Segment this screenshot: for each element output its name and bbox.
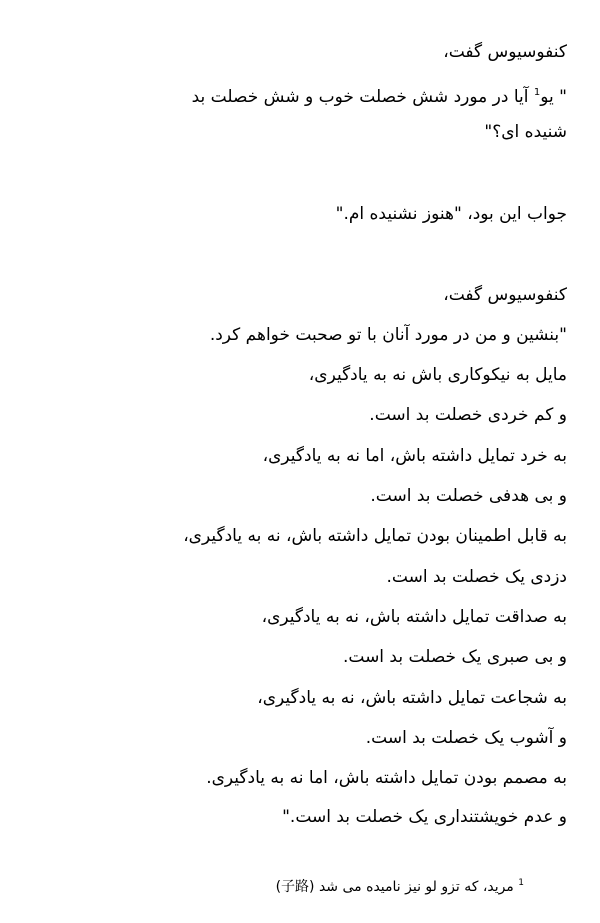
text-line: و آشوب یک خصلت بد است. [365,728,567,748]
text-line: به خرد تمایل داشته باش، اما نه به یادگیری، [262,446,567,466]
footnote-marker: 1 [518,878,524,888]
text-line: به قابل اطمینان بودن تمایل داشته باش، نه به یادگیری، [183,526,567,546]
text-line: "بنشین و من در مورد آنان با تو صحبت خواهم کرد. [209,325,567,345]
text-line: کنفوسیوس گفت، [443,285,567,305]
text-line: و عدم خویشتنداری یک خصلت بد است." [282,807,567,827]
footnote-text: مرید، که تزو لو نیز نامیده می شد (子路) [275,879,514,895]
text-line: و بی هدفی خصلت بد است. [370,486,567,506]
text-line: مایل به نیکوکاری باش نه به یادگیری، [308,365,567,385]
text-segment: آیا در مورد شش خصلت خوب و شش خصلت بد [191,87,529,107]
footnote-reference: 1 [533,87,541,98]
text-line: جواب این بود، "هنوز نشنیده ام." [335,204,567,224]
text-line: به مصمم بودن تمایل داشته باش، اما نه به یادگیری. [206,768,567,788]
text-line: و کم خردی خصلت بد است. [369,405,567,425]
text-line: و بی صبری یک خصلت بد است. [342,647,567,667]
text-segment: " یو [540,87,567,107]
footnote [276,877,524,897]
text-line: شنیده ای؟" [484,122,567,142]
text-line-with-footnote-ref [27,86,567,108]
text-line: دزدی یک خصلت بد است. [386,567,567,587]
text-line: به شجاعت تمایل داشته باش، نه به یادگیری، [257,688,567,708]
text-line: به صداقت تمایل داشته باش، نه به یادگیری، [261,607,567,627]
text-line: کنفوسیوس گفت، [443,42,567,62]
